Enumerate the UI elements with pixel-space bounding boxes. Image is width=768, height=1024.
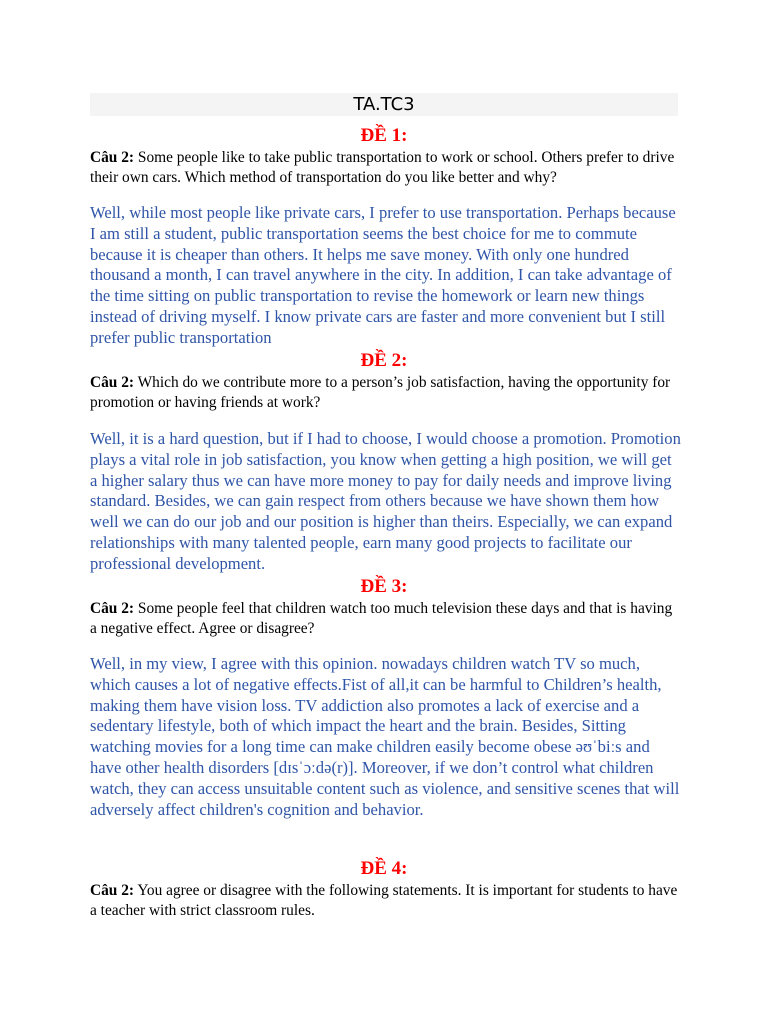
section-3-answer: Well, in my view, I agree with this opinion. nowadays children watch TV so much, which causes a lot of negative effects.Fist of all,it can be harmful to Children’s health, making them have vision loss. TV addiction also promotes a lack of exercise and a sedentary lifestyle, both of which impact the heart and the brain. Besides, Sitting watching movies for a long time can make children easily become obese əʊˈbiːs and have other health disorders [dɪsˈɔːdə(r)]. Moreover, if we don’t control what children watch, they can access unsuitable content such as violence, and sensitive scenes that will adversely affect children's cognition and behavior.: [90, 654, 680, 819]
section-2-question: [90, 373, 680, 413]
section-2-answer: Well, it is a hard question, but if I had to choose, I would choose a promotion. Promotion plays a vital role in job satisfaction, you know when getting a high position, we will get a higher salary thus we can have more money to pay for daily needs and improve living standard. Besides, we can gain respect from others because we have shown them how well we can do our job and our position is higher than theirs. Especially, we can expand relationships with many talented people, earn many good projects to facilitate our professional development.: [90, 429, 681, 573]
question-text: Some people feel that children watch too much television these days and that is having a negative effect. Agree or disagree?: [90, 600, 673, 637]
question-label: Câu 2:: [90, 149, 135, 166]
question-text: Some people like to take public transportation to work or school. Others prefer to drive their own cars. Which method of transportation do you like better and why?: [90, 149, 675, 186]
question-label: Câu 2:: [90, 374, 135, 391]
section-1-question: [90, 148, 680, 188]
question-text: You agree or disagree with the following statements. It is important for students to have a teacher with strict classroom rules.: [90, 882, 678, 919]
section-3-heading: ĐỀ 3:: [360, 576, 408, 597]
section-4-heading: ĐỀ 4:: [360, 858, 408, 879]
section-1-heading: ĐỀ 1:: [360, 125, 408, 146]
section-4-question: [90, 881, 680, 921]
question-text: Which do we contribute more to a person’s job satisfaction, having the opportunity for promotion or having friends at work?: [90, 374, 671, 411]
document-title: TA.TC3: [90, 93, 678, 116]
section-2-heading: ĐỀ 2:: [360, 350, 408, 371]
question-label: Câu 2:: [90, 600, 135, 617]
section-1-answer: Well, while most people like private cars, I prefer to use transportation. Perhaps because I am still a student, public transportation seems the best choice for me to commute because it is cheaper than others. It helps me save money. With only one hundred thousand a month, I can travel anywhere in the city. In addition, I can take advantage of the time sitting on public transportation to revise the homework or learn new things instead of driving myself. I know private cars are faster and more convenient but I still prefer public transportation: [90, 203, 676, 347]
section-3-question: [90, 599, 680, 639]
question-label: Câu 2:: [90, 882, 135, 899]
